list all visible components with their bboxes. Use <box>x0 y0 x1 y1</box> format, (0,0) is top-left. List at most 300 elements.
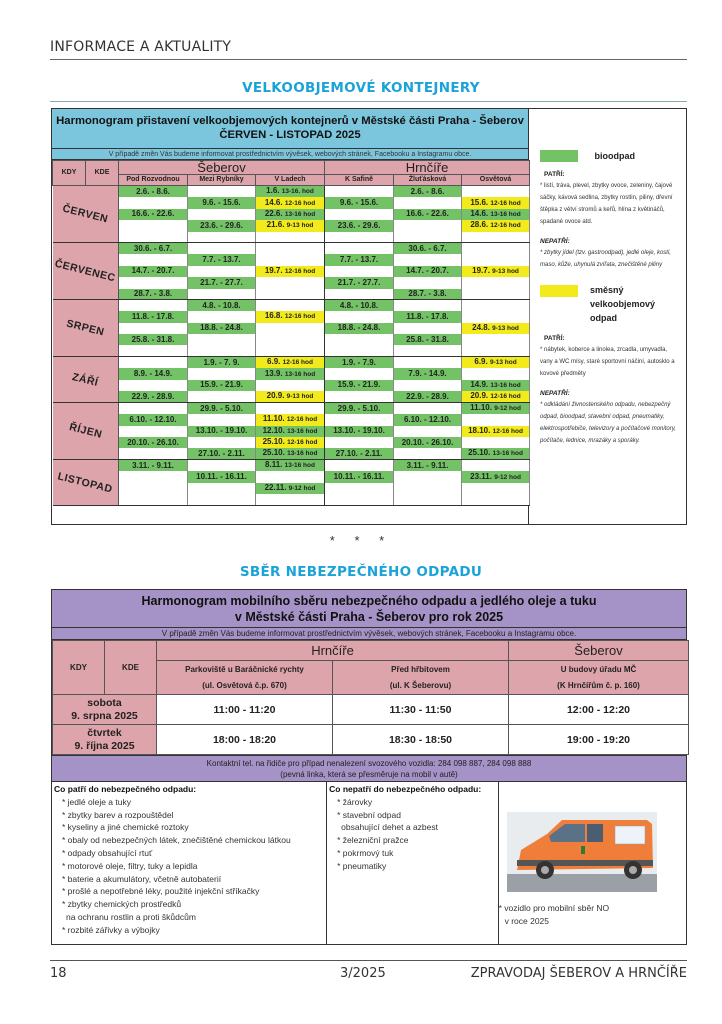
schedule-row <box>53 266 530 277</box>
schedule-cell <box>256 357 325 369</box>
schedule-cell <box>325 197 394 208</box>
schedule-cell <box>462 448 530 460</box>
empty-cell <box>119 471 188 482</box>
hours: 12-16 hod <box>286 416 318 424</box>
empty-cell <box>119 403 188 415</box>
rejected-item: * žárovky <box>337 796 373 807</box>
schedule-cell <box>325 426 394 437</box>
accepted-item: * zbytky barev a rozpouštědel <box>62 809 174 820</box>
schedule-row <box>53 414 530 425</box>
schedule-cell <box>188 403 256 415</box>
schedule-cell <box>119 414 188 425</box>
stop-name: U budovy úřadu MČ <box>509 661 689 678</box>
empty-cell <box>462 460 530 472</box>
stop-address: (K Hrnčířům č. p. 160) <box>509 678 689 695</box>
schedule-cell <box>462 209 530 220</box>
date: 11.10. <box>470 403 492 413</box>
date: 18.8. - 24.8. <box>337 323 381 333</box>
collection-van-image <box>507 812 657 892</box>
empty-cell <box>119 357 188 369</box>
date: 25.8. - 31.8. <box>406 334 449 344</box>
schedule-cell <box>188 357 256 369</box>
date: 11.8. - 17.8. <box>406 311 449 321</box>
date: 4.8. - 10.8. <box>202 300 241 310</box>
bio-no-label: NEPATŘÍ: <box>540 238 570 245</box>
empty-cell <box>462 300 530 311</box>
empty-cell <box>188 368 256 379</box>
date: 1.9. - 7. 9. <box>203 357 240 367</box>
empty-cell <box>462 334 530 345</box>
hours: 13-16 hod <box>284 210 316 218</box>
schedule-cell <box>325 323 394 334</box>
schedule-cell <box>325 380 394 391</box>
date: 20.10. - 26.10. <box>401 437 454 447</box>
date: 11.10. <box>262 414 285 424</box>
containers-table <box>52 109 529 524</box>
containers-schedule <box>51 108 687 525</box>
schedule-cell <box>119 186 188 198</box>
accepted-item: * prošlé a nepotřebné léky, použité injekční stříkačky <box>62 886 260 897</box>
hours: 12-16 hod <box>490 222 521 230</box>
empty-cell <box>188 209 256 220</box>
empty-cell <box>188 494 256 505</box>
date: 14.7. - 20.7. <box>406 266 449 276</box>
date: 25.8. - 31.8. <box>131 334 175 344</box>
publication-name: ZPRAVODAJ ŠEBEROV A HRNČÍŘE <box>470 966 687 981</box>
date: 22.6. <box>264 208 283 218</box>
schedule-cell <box>188 448 256 460</box>
rejected-item: * stavební odpad <box>337 809 401 820</box>
date: 23.11. <box>470 471 492 481</box>
empty-cell <box>325 232 394 243</box>
date: 2.6. - 8.6. <box>410 186 445 196</box>
date: 16.6. - 22.6. <box>131 209 175 219</box>
date: 16.6. - 22.6. <box>406 209 449 219</box>
hours: 12-16 hod <box>284 267 316 275</box>
schedule-row <box>53 391 530 403</box>
mixed-yes-label: PATŘÍ: <box>544 335 565 342</box>
hours: 13-16 hod <box>490 381 521 389</box>
page-number: 18 <box>50 966 67 981</box>
empty-cell <box>325 266 394 277</box>
schedule-cell <box>394 311 462 322</box>
empty-cell <box>462 311 530 322</box>
schedule-row <box>53 494 530 505</box>
schedule-row <box>53 311 530 322</box>
heading-rule <box>50 101 687 102</box>
haz-area-hrncire: Hrnčíře <box>157 641 509 661</box>
empty-cell <box>256 494 325 505</box>
loc-header: Žluťásková <box>394 175 462 186</box>
schedule-cell <box>462 391 530 403</box>
schedule-row <box>53 323 530 334</box>
empty-cell <box>119 345 188 356</box>
month-label <box>53 186 119 243</box>
date: 22.9. - 28.9. <box>406 391 449 401</box>
empty-cell <box>188 345 256 356</box>
empty-cell <box>119 232 188 243</box>
hazardous-heading: SBĚR NEBEZPEČNÉHO ODPADU <box>239 564 483 580</box>
schedule-cell <box>256 391 325 403</box>
empty-cell <box>119 197 188 208</box>
rejected-list <box>327 782 498 944</box>
schedule-row <box>53 357 530 369</box>
empty-cell <box>119 323 188 334</box>
date: 21.6. <box>266 220 285 230</box>
empty-cell <box>394 300 462 311</box>
hours: 13-16. hod <box>281 188 314 196</box>
mixed-title: směsný velkoobjemový odpad <box>590 285 656 323</box>
date: 28.7. - 3.8. <box>133 288 173 298</box>
collection-date-row <box>53 725 689 755</box>
empty-cell <box>394 403 462 415</box>
schedule-cell <box>462 403 530 415</box>
empty-cell <box>325 368 394 379</box>
date: 27.10. - 2.11. <box>335 448 383 458</box>
month-name: LISTOPAD <box>56 470 114 496</box>
schedule-cell <box>256 368 325 379</box>
stop-address: (ul. Osvětová č.p. 670) <box>157 678 333 695</box>
date-day: sobota <box>87 696 122 709</box>
empty-cell <box>119 220 188 231</box>
month-name: ŘÍJEN <box>67 421 103 442</box>
schedule-cell <box>188 197 256 208</box>
van-panel <box>499 782 686 944</box>
hazardous-title-line-1: Harmonogram mobilního sběru nebezpečného odpadu a jedlého oleje a tuku <box>141 594 597 608</box>
loc-header: V Ladech <box>256 175 325 186</box>
month-name: ČERVENEC <box>53 258 117 285</box>
rejected-item: * pneumatiky <box>337 860 387 871</box>
accepted-item: * baterie a akumulátory, včetně autobaterií <box>62 873 222 884</box>
date: 1.6. <box>266 186 280 196</box>
date: 1.9. - 7.9. <box>342 357 376 367</box>
date: 9.6. - 15.6. <box>339 198 379 208</box>
schedule-cell <box>394 209 462 220</box>
hours: 9-13 hod <box>286 222 314 230</box>
date: 3.11. - 9.11. <box>406 460 449 470</box>
date: 23.6. - 29.6. <box>200 220 243 230</box>
empty-cell <box>462 368 530 379</box>
empty-cell <box>394 232 462 243</box>
van-caption <box>499 902 610 928</box>
hours: 13-16 hod <box>492 450 523 458</box>
empty-cell <box>256 243 325 254</box>
schedule-row <box>53 345 530 356</box>
bio-swatch <box>540 150 578 162</box>
date: 18.10. <box>468 425 491 435</box>
schedule-cell <box>188 471 256 482</box>
schedule-row <box>53 232 530 243</box>
hours: 9-13 hod <box>286 393 314 401</box>
empty-cell <box>394 471 462 482</box>
schedule-cell <box>325 254 394 265</box>
schedule-cell <box>256 220 325 231</box>
legend <box>532 109 686 524</box>
schedule-cell <box>462 197 530 208</box>
collection-date <box>53 695 157 725</box>
schedule-cell <box>256 437 325 448</box>
schedule-cell <box>119 243 188 254</box>
date: 9.6. - 15.6. <box>202 198 241 208</box>
schedule-cell <box>188 220 256 231</box>
empty-cell <box>119 254 188 265</box>
date: 8.9. - 14.9. <box>133 369 173 379</box>
rejected-item: obsahující dehet a azbest <box>341 822 438 833</box>
hours: 13-16 hod <box>284 370 316 378</box>
empty-cell <box>394 254 462 265</box>
date: 7.7. - 13.7. <box>202 255 241 265</box>
empty-cell <box>462 289 530 300</box>
date: 7.9. - 14.9. <box>408 369 447 379</box>
stop-name: Parkoviště u Baráčnické rychty <box>157 661 333 678</box>
date: 10.11. - 16.11. <box>333 472 385 481</box>
footer-rule <box>50 960 687 961</box>
schedule-cell <box>188 300 256 311</box>
date: 13.9. <box>264 368 283 378</box>
time-slot: 18:30 - 18:50 <box>333 725 509 755</box>
hours: 9-13 hod <box>489 359 517 367</box>
empty-cell <box>325 243 394 254</box>
accepted-item: * jedlé oleje a tuky <box>62 796 131 807</box>
empty-cell <box>256 471 325 482</box>
schedule-cell <box>256 448 325 460</box>
date-day: čtvrtek <box>87 726 122 739</box>
containers-table-title <box>52 109 528 149</box>
date: 3.11. - 9.11. <box>132 460 174 470</box>
accepted-item: * kyseliny a jiné chemické roztoky <box>62 822 189 833</box>
schedule-cell <box>119 437 188 448</box>
month-label <box>53 460 119 506</box>
empty-cell <box>188 483 256 494</box>
month-label <box>53 403 119 460</box>
date: 16.8. <box>264 311 283 321</box>
accepted-item: * rozbité zářivky a výbojky <box>62 924 160 935</box>
hours: 13-16 hod <box>287 427 318 435</box>
schedule-cell <box>394 186 462 198</box>
schedule-cell <box>256 266 325 277</box>
hours: 12-16 hod <box>284 313 316 321</box>
date: 28.6. <box>470 220 489 230</box>
schedule-cell <box>394 414 462 425</box>
empty-cell <box>188 437 256 448</box>
bio-yes-label: PATŘÍ: <box>544 171 565 178</box>
empty-cell <box>119 300 188 311</box>
loc-header: Osvětová <box>462 175 530 186</box>
van-caption-line-1: * vozidlo pro mobilní sběr NO <box>498 903 610 913</box>
empty-cell <box>119 483 188 494</box>
mixed-swatch <box>540 285 578 297</box>
date: 22.11. <box>264 482 287 492</box>
empty-cell <box>394 277 462 288</box>
collection-date-row <box>53 695 689 725</box>
accepted-item: * motorové oleje, filtry, tuky a lepidla <box>62 860 198 871</box>
accepted-item: * zbytky chemických prostředků <box>62 899 182 910</box>
empty-cell <box>325 483 394 494</box>
date: 8.11. <box>265 460 283 470</box>
area-hrncire: Hrnčíře <box>325 161 530 175</box>
collection-date <box>53 725 157 755</box>
schedule-cell <box>394 368 462 379</box>
section-title: INFORMACE A AKTUALITY <box>50 39 232 55</box>
date: 29.9. - 5.10. <box>200 403 243 413</box>
schedule-cell <box>394 243 462 254</box>
schedule-row <box>53 426 530 437</box>
schedule-row <box>53 368 530 379</box>
schedule-cell <box>325 220 394 231</box>
date: 11.8. - 17.8. <box>131 311 175 321</box>
containers-grid <box>52 160 530 506</box>
schedule-row <box>53 186 530 198</box>
schedule-row <box>53 197 530 208</box>
empty-cell <box>256 323 325 334</box>
time-slot: 11:30 - 11:50 <box>333 695 509 725</box>
hours: 9-12 hod <box>494 405 521 413</box>
hours: 13-16 hod <box>284 462 315 470</box>
date: 23.6. - 29.6. <box>337 220 381 230</box>
month-label <box>53 357 119 403</box>
schedule-cell <box>256 186 325 198</box>
date: 28.7. - 3.8. <box>408 288 447 298</box>
time-slot: 12:00 - 12:20 <box>509 695 689 725</box>
date-value: 9. srpna 2025 <box>71 709 138 722</box>
bio-yes-text: * listí, tráva, plevel, zbytky ovoce, zeleniny, čajové sáčky, kávová sedlina, zbytky rostlin, piliny, dřevní štěpka z větví stromů a keřů, hlína z květináčů, spadané ovoce atd. <box>540 183 673 225</box>
empty-cell <box>188 232 256 243</box>
empty-cell <box>394 323 462 334</box>
schedule-cell <box>188 277 256 288</box>
bio-title: bioodpad <box>594 150 635 161</box>
empty-cell <box>394 357 462 369</box>
schedule-cell <box>119 391 188 403</box>
empty-cell <box>394 494 462 505</box>
schedule-row <box>53 448 530 460</box>
table-title-line-2: ČERVEN - LISTOPAD 2025 <box>219 129 361 141</box>
contact-line-2: (pevná linka, která se přesměruje na mobil v autě) <box>280 770 458 779</box>
hours: 12-16 hod <box>490 393 521 401</box>
schedule-cell <box>119 334 188 345</box>
date: 15.9. - 21.9. <box>200 380 243 390</box>
empty-cell <box>394 483 462 494</box>
hours: 9-13 hod <box>492 324 519 332</box>
date: 14.6. <box>470 208 489 218</box>
schedule-cell <box>256 311 325 322</box>
haz-area-seberov: Šeberov <box>509 641 689 661</box>
schedule-row <box>53 460 530 472</box>
schedule-row <box>53 403 530 415</box>
hours: 12-16 hod <box>282 359 313 367</box>
hours: 13-16 hod <box>490 210 521 218</box>
legend-mixed <box>540 283 680 325</box>
mixed-yes-text: * nábytek, koberce a linolea, zrcadla, umyvadla, vany a WC mísy, staré sportovní náčiní, autosklo a kovové předměty <box>540 347 675 377</box>
schedule-cell <box>119 209 188 220</box>
empty-cell <box>462 494 530 505</box>
schedule-row <box>53 243 530 254</box>
date: 19.7. <box>264 265 283 275</box>
mixed-no-text: * odkládání živnostenského odpadu, nebezpečný odpad, bioodpad, stavební odpad, pneumatiky, elektrospotřebiče, televizory a počítačové monitory, počítače, lednice, mrazáky a sporáky. <box>540 402 676 444</box>
empty-cell <box>256 254 325 265</box>
accepted-item: * odpady obsahující rtuť <box>62 847 153 858</box>
separator-stars: * * * <box>329 533 393 548</box>
schedule-cell <box>394 289 462 300</box>
schedule-row <box>53 380 530 391</box>
empty-cell <box>188 414 256 425</box>
loc-header: K Safině <box>325 175 394 186</box>
empty-cell <box>256 289 325 300</box>
area-seberov: Šeberov <box>119 161 325 175</box>
date: 14.7. - 20.7. <box>131 266 175 276</box>
date: 15.9. - 21.9. <box>337 380 381 390</box>
loc-header: Pod Rozvodnou <box>119 175 188 186</box>
date: 10.11. - 16.11. <box>196 472 247 481</box>
empty-cell <box>256 403 325 415</box>
schedule-cell <box>256 209 325 220</box>
empty-cell <box>325 460 394 472</box>
empty-cell <box>256 334 325 345</box>
rejected-item: * pokrmový tuk <box>337 847 394 858</box>
accepted-item: * obaly od nebezpečných látek, znečištěné chemickou látkou <box>62 835 291 846</box>
month-label <box>53 243 119 300</box>
empty-cell <box>256 277 325 288</box>
date: 19.7. <box>472 265 490 275</box>
empty-cell <box>325 334 394 345</box>
schedule-row <box>53 209 530 220</box>
hours: 9-12 hod <box>288 484 316 492</box>
empty-cell <box>325 186 394 198</box>
empty-cell <box>188 391 256 403</box>
schedule-cell <box>188 323 256 334</box>
schedule-cell <box>462 323 530 334</box>
rejected-title: Co nepatří do nebezpečného odpadu: <box>329 784 482 794</box>
schedule-cell <box>256 426 325 437</box>
rejected-item: * železniční pražce <box>337 835 409 846</box>
van-caption-line-2: v roce 2025 <box>504 915 550 926</box>
col-kdy: KDY <box>53 161 86 186</box>
date: 21.7. - 27.7. <box>337 277 381 287</box>
empty-cell <box>256 300 325 311</box>
hazardous-table <box>52 640 689 755</box>
empty-cell <box>325 345 394 356</box>
hours: 12-16 hod <box>287 439 318 447</box>
empty-cell <box>462 483 530 494</box>
date: 7.7. - 13.7. <box>339 255 379 265</box>
schedule-cell <box>119 460 188 472</box>
hours: 9-12 hod <box>494 473 521 481</box>
hours: 12-16 hod <box>492 427 523 435</box>
containers-heading: VELKOOBJEMOVÉ KONTEJNERY <box>242 80 480 96</box>
time-slot: 18:00 - 18:20 <box>157 725 333 755</box>
date: 30.6. - 6.7. <box>133 243 173 253</box>
schedule-cell <box>325 277 394 288</box>
empty-cell <box>325 289 394 300</box>
hours: 12-16 hod <box>284 199 316 207</box>
empty-cell <box>188 266 256 277</box>
empty-cell <box>462 243 530 254</box>
empty-cell <box>462 414 530 425</box>
schedule-cell <box>256 460 325 472</box>
schedule-cell <box>462 220 530 231</box>
date: 20.9. <box>266 391 285 401</box>
col-kde: KDE <box>86 161 119 186</box>
empty-cell <box>188 243 256 254</box>
schedule-cell <box>325 471 394 482</box>
time-slot: 11:00 - 11:20 <box>157 695 333 725</box>
hazardous-notice: V případě změn Vás budeme informovat prostřednictvím vývěsek, webových stránek, Facebooku a Instagramu obce. <box>52 628 686 640</box>
empty-cell <box>462 437 530 448</box>
schedule-cell <box>256 414 325 425</box>
empty-cell <box>394 220 462 231</box>
contact-line-1: Kontaktní tel. na řidiče pro případ nenalezení svozového vozidla: 284 098 887, 284 098 888 <box>206 759 532 768</box>
section-header <box>50 38 687 60</box>
waste-lists <box>52 782 686 944</box>
